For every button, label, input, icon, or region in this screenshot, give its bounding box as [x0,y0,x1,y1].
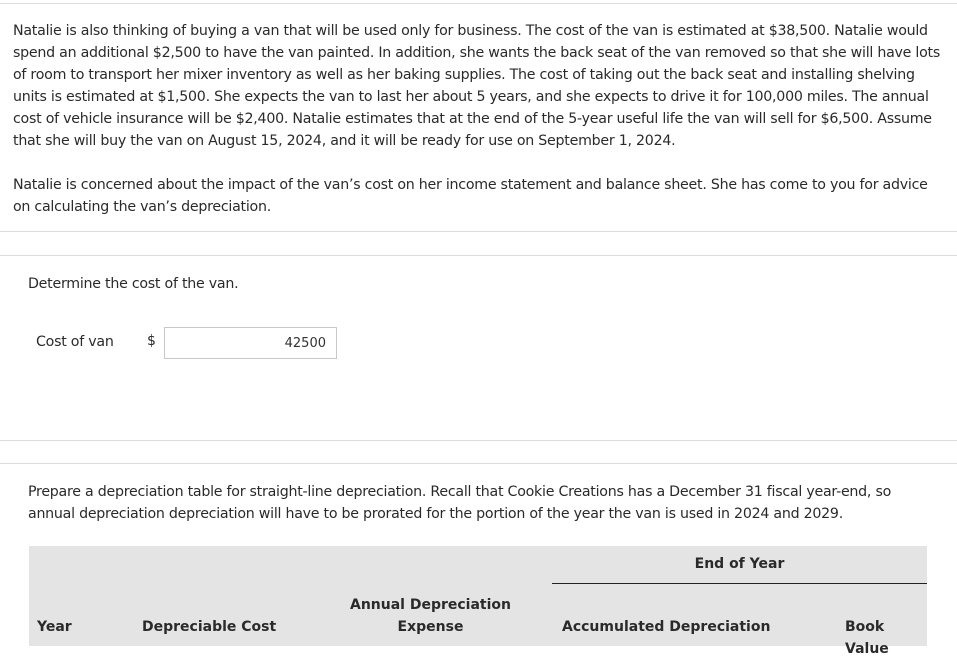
cost-of-van-input[interactable] [164,327,337,359]
depreciation-section [0,463,957,663]
annual-header-line-1: Annual Depreciation [349,597,511,613]
cost-of-van-label: Cost of van [36,334,114,350]
annual-header-line-2: Expense [397,619,464,635]
column-header-accumulated-depreciation: Accumulated Depreciation [562,619,771,635]
problem-paragraph-2: Natalie is concerned about the impact of the van’s cost on her income statement and balance sheet. She has come to you for advice on calculating the van’s depreciation. [13,177,928,215]
end-of-year-header: End of Year [694,556,785,572]
column-header-depreciable-cost: Depreciable Cost [142,619,277,635]
problem-statement [0,3,957,232]
cost-section [0,255,957,441]
column-header-book-value: Book Value [845,619,889,657]
depreciation-table-header [29,546,927,657]
depreciation-prompt: Prepare a depreciation table for straight-line depreciation. Recall that Cookie Creations has a December 31 fiscal year-end, so annual depreciation depreciation will have to be prorated for the portion of the year the van is used in 2024 and 2029. [28,484,892,522]
column-header-annual-depreciation [349,594,512,638]
column-header-year: Year [37,619,72,635]
cost-prompt: Determine the cost of the van. [28,276,239,292]
problem-paragraph-1: Natalie is also thinking of buying a van that will be used only for business. The cost of the van is estimated at $38,500. Natalie would spend an additional $2,500 to have the van painted. In addition, she wants the back seat of the van removed so that she will have lots of room to transport her mixer inventory as well as her baking supplies. The cost of taking out the back seat and installing shelving units is estimated at $1,500. She expects the van to last her about 5 years, and she expects to drive it for 100,000 miles. The annual cost of vehicle insurance will be $2,400. Natalie estimates that at the end of the 5-year useful life the van will sell for $6,500. Assume that she will buy the van on August 15, 2024, and it will be ready for use on September 1, 2024. [13,23,940,149]
end-of-year-rule [552,583,927,584]
dollar-sign: $ [147,333,156,349]
